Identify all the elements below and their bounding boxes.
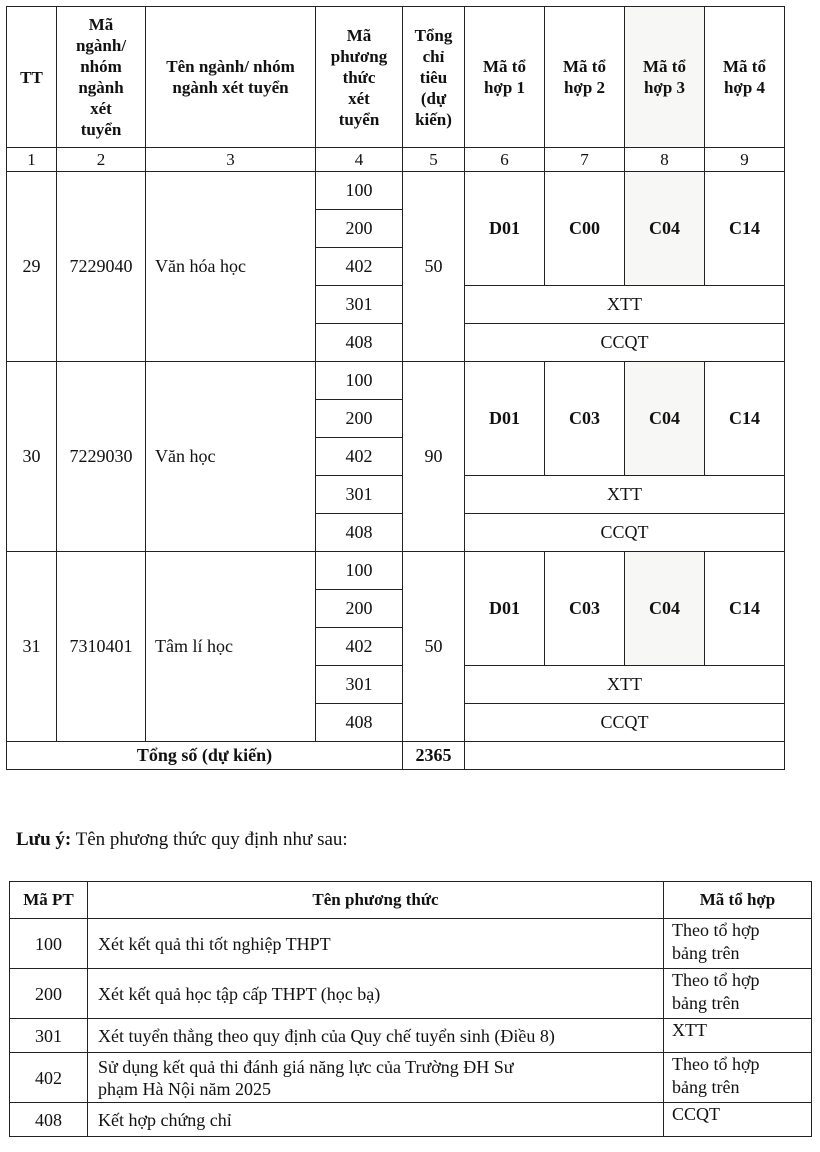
header-major-name: Tên ngành/ nhóm ngành xét tuyển <box>146 7 316 148</box>
legend-header-method: Tên phương thức <box>88 882 664 919</box>
method-code-cell: 301 <box>316 666 403 704</box>
total-row <box>7 742 785 770</box>
table-row <box>7 552 785 590</box>
method-code-cell: 402 <box>316 248 403 286</box>
combo-cell: C03 <box>545 362 625 476</box>
merged-combo-xtt: XTT <box>465 666 785 704</box>
method-code-cell: 408 <box>316 704 403 742</box>
table-row <box>7 362 785 400</box>
quota-cell: 50 <box>403 552 465 742</box>
column-number: 6 <box>465 148 545 172</box>
legend-combo: CCQT <box>664 1103 812 1137</box>
legend-method: Xét kết quả thi tốt nghiệp THPT <box>88 919 664 969</box>
legend-method: Xét kết quả học tập cấp THPT (học bạ) <box>88 969 664 1019</box>
method-code-cell: 200 <box>316 590 403 628</box>
legend-row <box>10 1053 812 1103</box>
merged-combo-xtt: XTT <box>465 286 785 324</box>
header-combo-3: Mã tổ hợp 3 <box>625 7 705 148</box>
combo-cell: C14 <box>705 172 785 286</box>
major-code-cell: 7310401 <box>57 552 146 742</box>
table-header-row <box>7 7 785 148</box>
header-method-code: Mã phương thức xét tuyển <box>316 7 403 148</box>
legend-row <box>10 1019 812 1053</box>
legend-method: Kết hợp chứng chỉ <box>88 1103 664 1137</box>
method-code-cell: 301 <box>316 476 403 514</box>
merged-combo-ccqt: CCQT <box>465 324 785 362</box>
combo-cell: C04 <box>625 362 705 476</box>
header-combo-4: Mã tổ hợp 4 <box>705 7 785 148</box>
column-number: 7 <box>545 148 625 172</box>
column-number: 9 <box>705 148 785 172</box>
legend-code: 301 <box>10 1019 88 1053</box>
column-number: 5 <box>403 148 465 172</box>
admission-quota-table <box>6 6 785 770</box>
combo-cell: C14 <box>705 362 785 476</box>
column-number: 1 <box>7 148 57 172</box>
quota-cell: 50 <box>403 172 465 362</box>
method-code-cell: 408 <box>316 514 403 552</box>
merged-combo-ccqt: CCQT <box>465 704 785 742</box>
major-name-cell: Văn hóa học <box>146 172 316 362</box>
column-number-row <box>7 148 785 172</box>
header-combo-1: Mã tổ hợp 1 <box>465 7 545 148</box>
tt-cell: 29 <box>7 172 57 362</box>
header-combo-2: Mã tổ hợp 2 <box>545 7 625 148</box>
method-code-cell: 402 <box>316 438 403 476</box>
merged-combo-xtt: XTT <box>465 476 785 514</box>
column-number: 2 <box>57 148 146 172</box>
method-legend-table <box>9 881 812 1137</box>
table-row <box>7 172 785 210</box>
legend-header-combo: Mã tổ hợp <box>664 882 812 919</box>
method-code-cell: 100 <box>316 362 403 400</box>
method-code-cell: 408 <box>316 324 403 362</box>
method-code-cell: 200 <box>316 210 403 248</box>
tt-cell: 31 <box>7 552 57 742</box>
legend-combo: Theo tổ hợp bảng trên <box>664 919 812 969</box>
legend-code: 402 <box>10 1053 88 1103</box>
method-code-cell: 100 <box>316 172 403 210</box>
combo-cell: C04 <box>625 552 705 666</box>
column-number: 4 <box>316 148 403 172</box>
note-text: Tên phương thức quy định như sau: <box>71 829 348 850</box>
legend-method: Sử dụng kết quả thi đánh giá năng lực của Trường ĐH Sư phạm Hà Nội năm 2025 <box>88 1053 664 1103</box>
legend-header-row <box>10 882 812 919</box>
header-quota: Tổng chỉ tiêu (dự kiến) <box>403 7 465 148</box>
column-number: 8 <box>625 148 705 172</box>
legend-combo: Theo tổ hợp bảng trên <box>664 969 812 1019</box>
combo-cell: C03 <box>545 552 625 666</box>
major-code-cell: 7229030 <box>57 362 146 552</box>
combo-cell: C14 <box>705 552 785 666</box>
legend-row <box>10 969 812 1019</box>
major-name-cell: Văn học <box>146 362 316 552</box>
legend-code: 100 <box>10 919 88 969</box>
method-code-cell: 100 <box>316 552 403 590</box>
column-number: 3 <box>146 148 316 172</box>
method-code-cell: 402 <box>316 628 403 666</box>
legend-method: Xét tuyển thẳng theo quy định của Quy chế tuyển sinh (Điều 8) <box>88 1019 664 1053</box>
method-code-cell: 301 <box>316 286 403 324</box>
total-empty-cell <box>465 742 785 770</box>
combo-cell: D01 <box>465 362 545 476</box>
method-code-cell: 200 <box>316 400 403 438</box>
legend-code: 200 <box>10 969 88 1019</box>
legend-combo: XTT <box>664 1019 812 1053</box>
legend-header-code: Mã PT <box>10 882 88 919</box>
legend-code: 408 <box>10 1103 88 1137</box>
tt-cell: 30 <box>7 362 57 552</box>
header-major-code: Mã ngành/ nhóm ngành xét tuyển <box>57 7 146 148</box>
quota-cell: 90 <box>403 362 465 552</box>
combo-cell: D01 <box>465 552 545 666</box>
total-label: Tổng số (dự kiến) <box>7 742 403 770</box>
major-name-cell: Tâm lí học <box>146 552 316 742</box>
note-label: Lưu ý: <box>16 829 72 850</box>
combo-cell: D01 <box>465 172 545 286</box>
legend-row <box>10 919 812 969</box>
legend-combo: Theo tổ hợp bảng trên <box>664 1053 812 1103</box>
note-line <box>16 829 348 851</box>
legend-row <box>10 1103 812 1137</box>
total-value: 2365 <box>403 742 465 770</box>
header-tt: TT <box>7 7 57 148</box>
merged-combo-ccqt: CCQT <box>465 514 785 552</box>
combo-cell: C04 <box>625 172 705 286</box>
major-code-cell: 7229040 <box>57 172 146 362</box>
combo-cell: C00 <box>545 172 625 286</box>
